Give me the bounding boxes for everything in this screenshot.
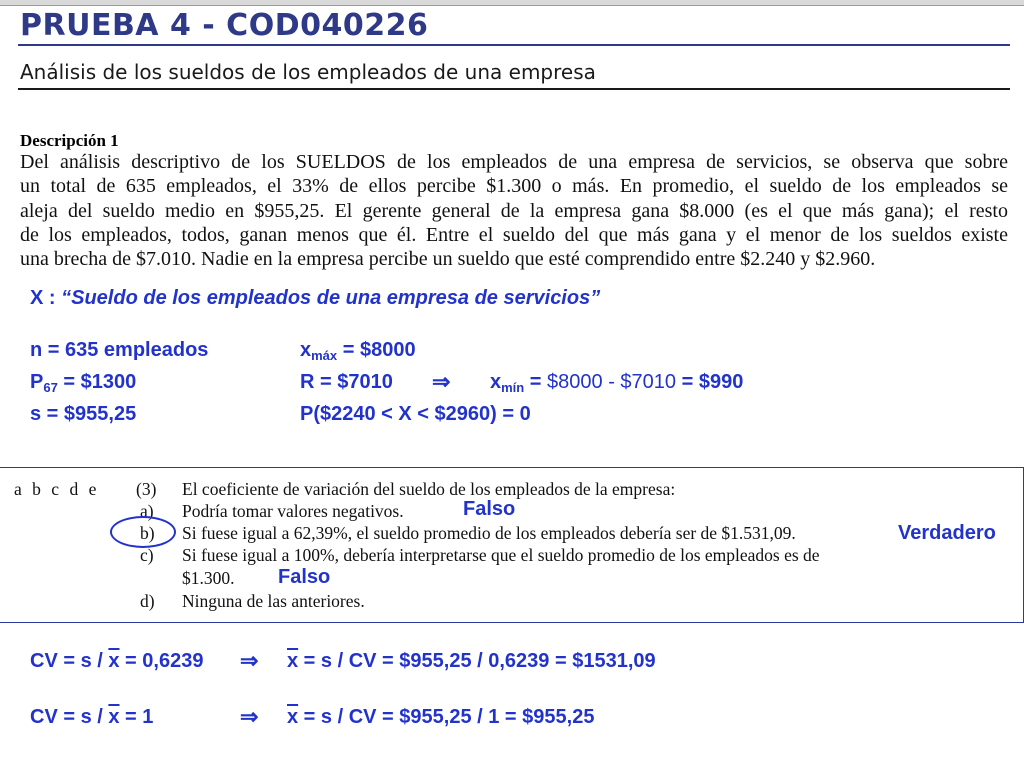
description-title: Descripción 1: [20, 131, 119, 150]
calc-line-2: [30, 706, 153, 729]
fact-percentile: [30, 371, 136, 394]
calc-rhs: = s / CV = $955,25 / 1 = $955,25: [298, 706, 595, 728]
mean-symbol: $\overline{x}$: [108, 650, 120, 672]
xmin-symbol: x: [490, 371, 502, 393]
answer-letter[interactable]: a: [14, 479, 22, 499]
calc-value: = 0,6239: [119, 650, 204, 672]
mean-symbol: $\overline{x}$: [287, 706, 299, 728]
option-text: Si fuese igual a 100%, debería interpretarse que el sueldo promedio de los empleados es de: [182, 545, 820, 565]
xmin-subscript: mín: [501, 380, 525, 395]
option-text: Podría tomar valores negativos.: [182, 501, 404, 521]
answer-letter[interactable]: c: [51, 479, 60, 499]
option-text: Ninguna de las anteriores.: [182, 591, 365, 611]
title-divider: [18, 44, 1010, 46]
calc-rhs: = s / CV = $955,25 / 0,6239 = $1531,09: [298, 650, 656, 672]
xmax-symbol: x: [300, 339, 312, 361]
question-number: (3): [136, 479, 157, 499]
xmin-calculation: $8000 - $7010: [547, 371, 677, 393]
description-body: [20, 150, 1008, 271]
option-label: a): [140, 501, 154, 521]
calc-result-2: [287, 706, 594, 729]
calc-lhs: CV = s /: [30, 706, 109, 728]
percentile-subscript: 67: [43, 380, 58, 395]
fact-n: n = 635 empleados: [30, 339, 209, 361]
fact-probability: P($2240 < X < $2960) = 0: [300, 403, 531, 425]
description-line: Del análisis descriptivo de los SUELDOS de los empleados de una empresa de servicios, se observa que sobre: [20, 151, 1008, 173]
answer-letter[interactable]: b: [32, 479, 41, 499]
selected-answer-circle: [110, 516, 176, 548]
description-line: un total de 635 empleados, el 33% de ellos percibe $1.300 o más. En promedio, el sueldo de los empleados se: [20, 175, 1008, 198]
percentile-value: = $1300: [57, 371, 137, 393]
option-label: b): [140, 523, 155, 543]
xmax-subscript: máx: [311, 348, 338, 363]
answer-letters: [14, 479, 96, 500]
variable-text: “Sueldo de los empleados de una empresa de servicios”: [61, 287, 601, 309]
option-text: Si fuese igual a 62,39%, el sueldo promedio de los empleados debería ser de $1.531,09.: [182, 523, 796, 543]
top-toolbar-strip: [0, 0, 1024, 6]
description-line: una brecha de $7.010. Nadie en la empresa percibe un sueldo que esté comprendido entre $2.240 y $2.960.: [20, 248, 876, 271]
implies-arrow-icon: ⇒: [240, 648, 259, 673]
implies-arrow-icon: ⇒: [432, 369, 451, 394]
percentile-symbol: P: [30, 371, 44, 393]
xmin-result: = $990: [676, 371, 744, 393]
question-stem: El coeficiente de variación del sueldo de los empleados de la empresa:: [182, 479, 676, 499]
variable-definition: [30, 287, 600, 310]
option-label: d): [140, 591, 155, 611]
option-text-continued: $1.300.: [182, 568, 235, 588]
fact-xmin: [490, 371, 743, 394]
answer-letter[interactable]: d: [69, 479, 79, 499]
annotation-false-a: Falso: [463, 498, 516, 520]
annotation-false-c: Falso: [278, 566, 331, 588]
variable-prefix: X :: [30, 287, 62, 309]
xmax-value: = $8000: [337, 339, 416, 361]
fact-xmax: [300, 339, 416, 362]
description-line: de los empleados, todos, ganan menos que él. Entre el sueldo del que más gana y el menor de los sueldos existe: [20, 223, 1008, 246]
option-label: c): [140, 545, 154, 565]
page-subtitle: Análisis de los sueldos de los empleados de una empresa: [20, 60, 596, 84]
implies-arrow-icon: ⇒: [240, 704, 259, 729]
annotation-true-b: Verdadero: [898, 522, 996, 544]
page-title: PRUEBA 4 - COD040226: [20, 8, 429, 43]
mean-symbol: $\overline{x}$: [287, 650, 299, 672]
subtitle-divider: [18, 88, 1010, 90]
calc-lhs: CV = s /: [30, 650, 109, 672]
fact-range: R = $7010: [300, 371, 393, 393]
mean-symbol: $\overline{x}$: [108, 706, 120, 728]
calc-value: = 1: [119, 706, 154, 728]
answer-letter[interactable]: e: [88, 479, 97, 499]
calc-result-1: [287, 650, 656, 673]
calc-line-1: [30, 650, 203, 673]
xmin-equals: =: [524, 371, 548, 393]
fact-std: s = $955,25: [30, 403, 137, 425]
description-line: aleja del sueldo medio en $955,25. El gerente general de la empresa gana $8.000 (es el que más gana); el resto: [20, 199, 1008, 222]
